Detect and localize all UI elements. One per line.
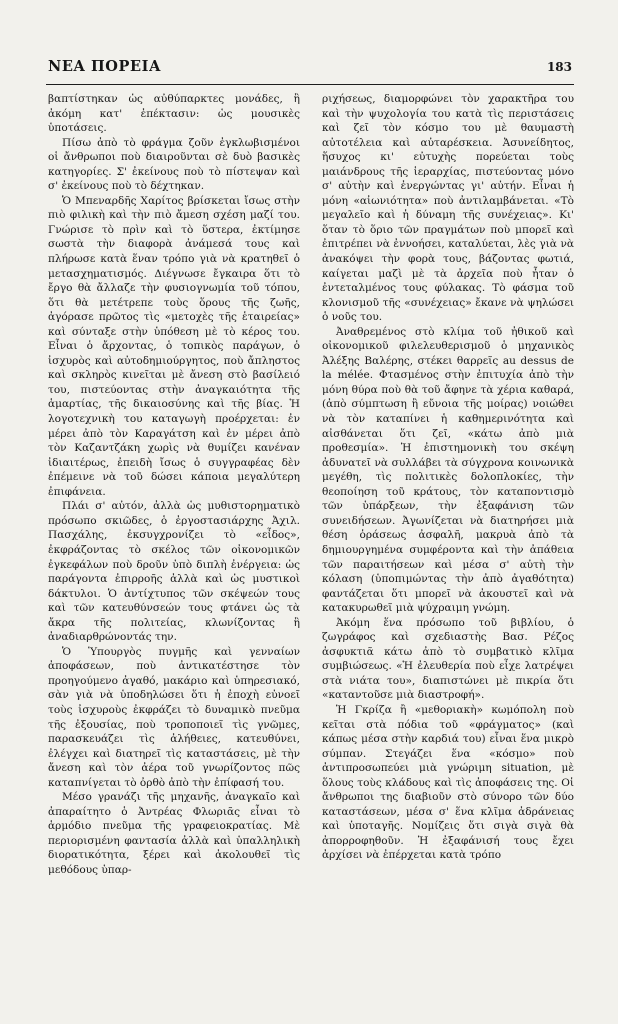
paragraph: Ἡ Γκρίζα ἢ «μεθοριακὴ» κωμόπολη ποὺ κεῖται στὰ πόδια τοῦ «φράγματος» (καὶ κάπως μέσα στὴν καρδιά του) εἶναι ἕνα μικρὸ σύμπαν. Στεγάζει ἕνα «κόσμο» ποὺ ἀντιπροσωπεύει μιὰ γνώριμη situation, μὲ ὅλους τοὺς κλάδους καὶ τὶς ἀποφάσεις της. Οἱ ἄνθρωποι της διαβιοῦν στὸ σύνορο τῶν δύο καταστάσεων, μέσα σ' ἕνα κλῖμα ἀδράνειας καὶ ὑποταγῆς. Νομίζεις ὅτι σιγὰ σιγὰ θὰ ἀπορροφηθοῦν. Ἡ ἐξαφάνισή τους ἔχει ἀρχίσει νὰ ἐπέρχεται κατὰ τρόπο: [322, 703, 574, 862]
paragraph: βαπτίστηκαν ὡς αὐθύπαρκτες μονάδες, ἢ ἀκόμη κατ' ἐπέκτασιν: ὡς μουσικὲς ὑποτάσεις.: [48, 93, 300, 135]
header-rule: [46, 84, 574, 85]
paragraph: Πίσω ἀπὸ τὸ φράγμα ζοῦν ἐγκλωβισμένοι οἱ ἄνθρωποι ποὺ διαιροῦνται σὲ δυὸ βασικὲς κατηγορίες. Σ' ἐκείνους ποὺ τὸ πίστεψαν καὶ σ' ἐκείνους ποὺ τὸ δέχτηκαν.: [48, 136, 300, 193]
text-columns: [48, 92, 574, 1002]
paragraph: ριχήσεως, διαμορφώνει τὸν χαρακτῆρα του καὶ τὴν ψυχολογία του κατὰ τὶς περιστάσεις καὶ ζεῖ τὸν κόσμο του μὲ θαυμαστὴ αὐτοτέλεια καὶ αὐταρέσκεια. Ἀσυνείδητος, ἥσυχος κι' εὐτυχὴς πορεύεται τοὺς μαιάνδρους τῆς ἱεραρχίας, πιστεύοντας μόνο σ' αὐτὴν καὶ ἐνεργώντας γι' αὐτήν. Εἶναι ἡ μόνη «αἰωνιότητα» ποὺ ἀντιλαμβάνεται. «Τὸ μεγαλεῖο καὶ ἡ δύναμη τῆς συνέχειας». Κι' ὅταν τὸ ὅριο τῶν πραγμάτων ποὺ μπορεῖ καὶ ἐπιτρέπει νὰ ἐννοήσει, καταλύεται, λὲς γιὰ νὰ ἀνακόψει τὴν φορὰ τους, βάζοντας φωτιά, καίγεται μαζὶ μὲ τὰ ἀρχεῖα ποὺ ἦταν ὁ ἐντεταλμένος τους φύλακας. Τὸ φάσμα τοῦ κλονισμοῦ τῆς «συνέχειας» ἔκανε νὰ ψηλώσει ὁ νοῦς του.: [322, 93, 574, 324]
paragraph: Ἀναθρεμένος στὸ κλίμα τοῦ ἠθικοῦ καὶ οἰκονομικοῦ φιλελευθερισμοῦ ὁ μηχανικὸς Ἀλέξης Βαλέρης, στέκει θαρρεῖς au dessus de la mélée. Φτασμένος στὴν ἐπιτυχία ἀπὸ τὴν μόνη θύρα ποὺ θὰ τοῦ ἄφηνε τὰ χέρια καθαρά, (ἀπὸ σύμπτωση ἢ εὔνοια τῆς μοίρας) νοιώθει νὰ τὸν καταπίνει ἡ καθημερινότητα καὶ αἰσθάνεται ὅτι ζεῖ, «κάτω ἀπὸ μιὰ προθεσμία». Ἡ ἐπιστημονικὴ του σκέψη ἀδυνατεῖ νὰ συλλάβει τὰ σύγχρονα κοινωνικὰ μεγέθη, τὶς πολιτικὲς δολοπλοκίες, τὴν θεοποίηση τοῦ κράτους, τὸν καταποντισμὸ τῶν ὑπάρξεων, τὴν ἐξαφάνιση τῶν συνειδήσεων. Ἀγωνίζεται νὰ διατηρήσει μιὰ θέση ὁράσεως ἀσφαλῆ, μακρυὰ ἀπὸ τὰ δημιουργημένα συμφέροντα καὶ τὴν ἀπάθεια τῶν παραιτήσεων καὶ μέσα σ' αὐτὴ τὴν κόλαση (ὑποπιμώντας τὴν ἀπὸ ἀγαθότητα) φαντάζεται ὅτι μπορεῖ νὰ ἀκουστεῖ καὶ νὰ κατακυρωθεῖ μιὰ ψύχραιμη γνώμη.: [322, 325, 574, 615]
running-header: [48, 58, 572, 80]
paragraph: Ὁ Ὑπουργὸς πυγμῆς καὶ γενναίων ἀποφάσεων, ποὺ ἀντικατέστησε τὸν προηγούμενο ἀγαθό, μακάριο καὶ ὑπηρεσιακό, σὰν γιὰ νὰ ὑποδηλώσει ὅτι ἡ ἐποχὴ εὐνοεῖ τοὺς ἰσχυροὺς ἐκφράζει τὸ δυναμικὸ πνεῦμα τῆς ἐξουσίας, ποὺ τροποποιεῖ τὶς γνῶμες, παρασκευάζει τὶς ἀλήθειες, κατευθύνει, ἐλέγχει καὶ διατηρεῖ τὶς καταστάσεις, μὲ τὴν ἄνεση καὶ τὸν ἀέρα τοῦ γνωρίζοντος πῶς καταπνίγεται τὸ ὀρθὸ ἀπὸ τὴν ἐπίφασή του.: [48, 645, 300, 789]
paragraph: Πλάι σ' αὐτόν, ἀλλὰ ὡς μυθιστορηματικὸ πρόσωπο σκιῶδες, ὁ ἐργοστασιάρχης Ἀχιλ. Πασχάλης, ἐκσυγχρονίζει τὸ «εἶδος», ἐκφράζοντας τὸ σκέλος τῶν οἰκονομικῶν ἐγκεφάλων ποὺ δροῦν ὑπὸ διπλὴ ἐνέργεια: ὡς παράγοντα ἐπιρροῆς ἀλλὰ καὶ ὡς μυστικοὶ δάκτυλοι. Ὁ ἀντίχτυπος τῶν σκέψεών τους καὶ τῶν κατευθύνσεών τους φτάνει ὡς τὰ ἄκρα τῆς πολιτείας, κλωνίζοντας ἢ ἀναδιαρθρώνοντάς την.: [48, 500, 300, 644]
paragraph: Ὁ Μπεναρδῆς Χαρίτος βρίσκεται ἴσως στὴν πιὸ φιλικὴ καὶ τὴν πιὸ ἄμεση σχέση μαζί του. Γνώρισε τὸ πρὶν καὶ τὸ ὕστερα, ἐκτίμησε σωστὰ τὴν διαφορὰ ἀνάμεσά τους καὶ πλήρωσε κατὰ ἕναν τρόπο γιὰ νὰ κρατηθεῖ ὁ μετασχηματισμός. Διέγνωσε ἔγκαιρα ὅτι τὸ ἔργο θὰ ἄλλαζε τὴν φυσιογνωμία τοῦ τόπου, ὅτι θὰ μετέτρεπε τοὺς ὅρους τῆς ζωῆς, ἀγόρασε πρῶτος τὶς «μετοχὲς τῆς ἑταιρείας» καὶ σύνταξε στὴν ὑπόθεση μὲ τὸ κέρος του. Εἶναι ὁ ἄρχοντας, ὁ τοπικὸς παράγων, ὁ ἰσχυρὸς καὶ αὐτοδημιούργητος, ποὺ ἄπληστος καὶ σκληρὸς κινεῖται μὲ ἄνεση στὸ βασίλειό του, πιστεύοντας στὴν ἀναγκαιότητα τῆς ἁμαρτίας, τῆς δικαιοσύνης καὶ τῆς βίας. Ἡ λογοτεχνικὴ του καταγωγὴ προέρχεται: ἐν μέρει ἀπὸ τὸν Καραγάτση καὶ ἐν μέρει ἀπὸ τὸν Καζαντζάκη χωρὶς νὰ θυμίζει κανέναν ἰδιαιτέρως, ἐπειδὴ ἴσως ὁ συγγραφέας δὲν ἐπέμεινε νὰ τοῦ δώσει κάποια μεγαλύτερη ἐπιφάνεια.: [48, 194, 300, 498]
paragraph: Μέσο γρανάζι τῆς μηχανῆς, ἀναγκαῖο καὶ ἀπαραίτητο ὁ Ἀντρέας Φλωριᾶς εἶναι τὸ ἁρμόδιο πνεῦμα τῆς γραφειοκρατίας. Μὲ περιορισμένη φαντασία ἀλλὰ καὶ ὑπαλληλικὴ διορατικότητα, ξέρει καὶ ἀκολουθεῖ τὶς μεθόδους ὑπαρ-: [48, 791, 300, 876]
page-number: 183: [546, 60, 572, 74]
journal-title: ΝΕΑ ΠΟΡΕΙΑ: [48, 58, 161, 75]
paragraph: Ἀκόμη ἕνα πρόσωπο τοῦ βιβλίου, ὁ ζωγράφος καὶ σχεδιαστὴς Βασ. Ρέζος ἀσφυκτιᾶ κάτω ἀπὸ τὸ συμβατικὸ κλῖμα συμβιώσεως. «Ἡ ἐλευθερία ποὺ εἶχε λατρέψει στὰ νιάτα του», διαπιστώνει μὲ πικρία ὅτι «καταντοῦσε μιὰ διαστροφή».: [322, 616, 574, 702]
left-column: [48, 92, 300, 1002]
right-column: [322, 92, 574, 1002]
